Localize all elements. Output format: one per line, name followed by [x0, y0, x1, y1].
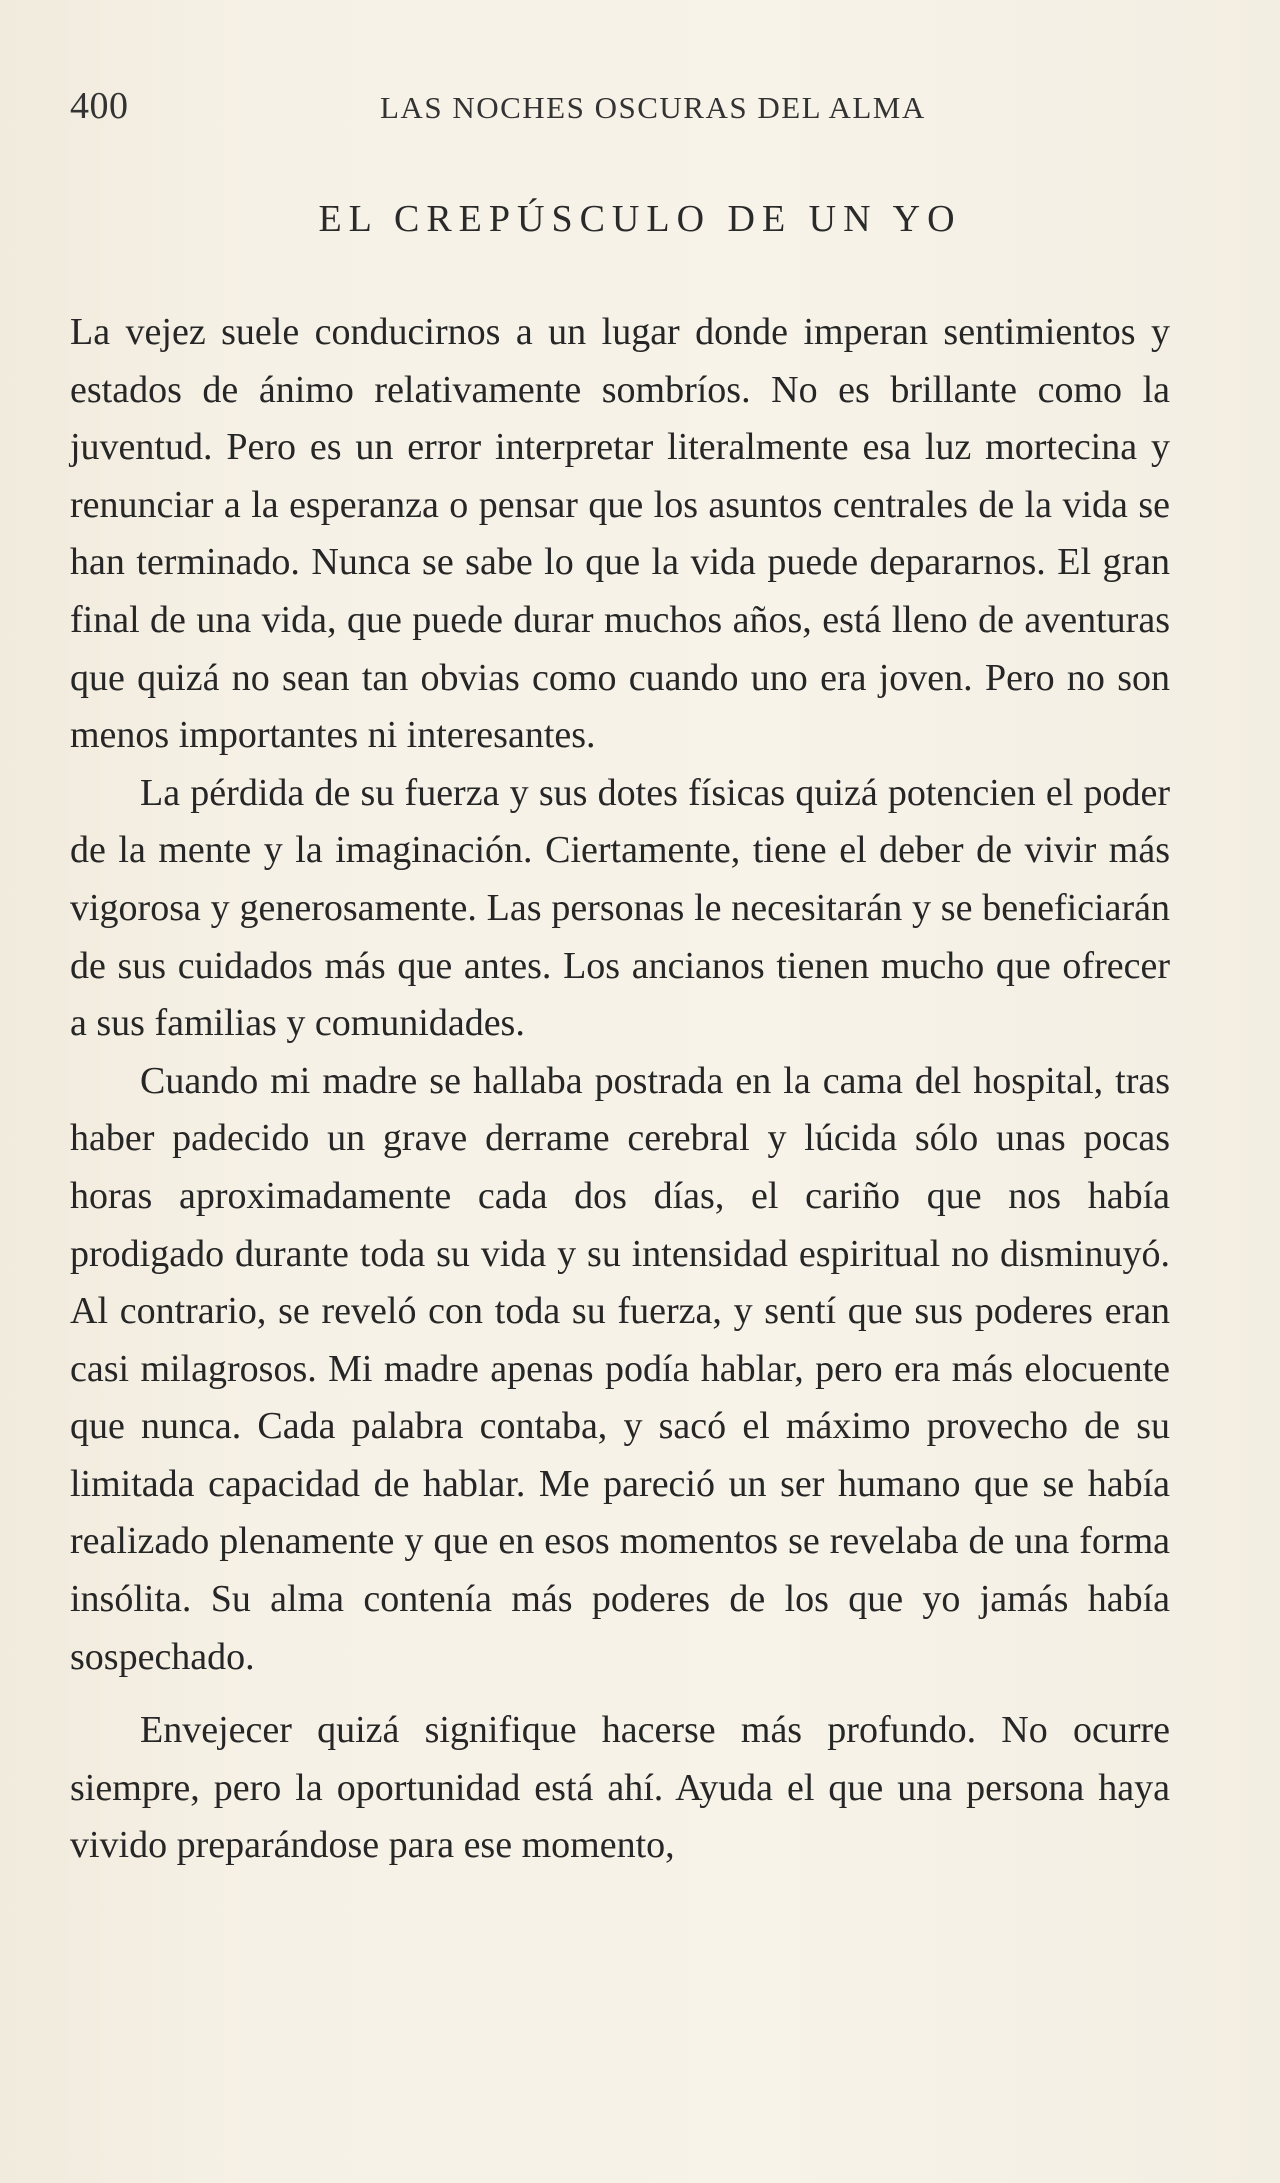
paragraph: La pérdida de su fuerza y sus dotes físicas quizá potencien el poder de la mente y la imaginación. Ciertamente, tiene el deber de vivir más vigorosa y generosamente. Las personas le necesitarán y se beneficiarán de sus cuidados más que antes. Los ancianos tienen mucho que ofrecer a sus familias y comunidades.: [70, 771, 1170, 1045]
running-header: [70, 84, 1170, 134]
body-text: [70, 304, 1170, 1875]
page-number: 400: [70, 85, 129, 127]
paragraph: Cuando mi madre se hallaba postrada en la cama del hospital, tras haber padecido un grave derrame cerebral y lúcida sólo unas pocas horas aproximadamente cada dos días, el cariño que nos había prodigado durante toda su vida y su intensidad espiritual no disminuyó. Al contrario, se reveló con toda su fuerza, y sentí que sus poderes eran casi milagrosos. Mi madre apenas podía hablar, pero era más elocuente que nunca. Cada palabra contaba, y sacó el máximo provecho de su limitada capacidad de hablar. Me pareció un ser humano que se había realizado plenamente y que en esos momentos se revelaba de una forma insólita. Su alma contenía más poderes de los que yo jamás había sospechado.: [70, 1059, 1170, 1678]
book-title: LAS NOCHES OSCURAS DEL ALMA: [380, 90, 926, 125]
paragraph: La vejez suele conducirnos a un lugar donde imperan sentimientos y estados de ánimo relativamente sombríos. No es brillante como la juventud. Pero es un error interpretar literalmente esa luz mortecina y renunciar a la esperanza o pensar que los asuntos centrales de la vida se han terminado. Nunca se sabe lo que la vida puede depararnos. El gran final de una vida, que puede durar muchos años, está lleno de aventuras que quizá no sean tan obvias como cuando uno era joven. Pero no son menos importantes ni interesantes.: [70, 311, 1170, 757]
chapter-title: EL CREPÚSCULO DE UN YO: [318, 198, 962, 240]
paragraph: Envejecer quizá signifique hacerse más profundo. No ocurre siempre, pero la oportunidad está ahí. Ayuda el que una persona haya vivido preparándose para ese momento,: [70, 1709, 1170, 1867]
